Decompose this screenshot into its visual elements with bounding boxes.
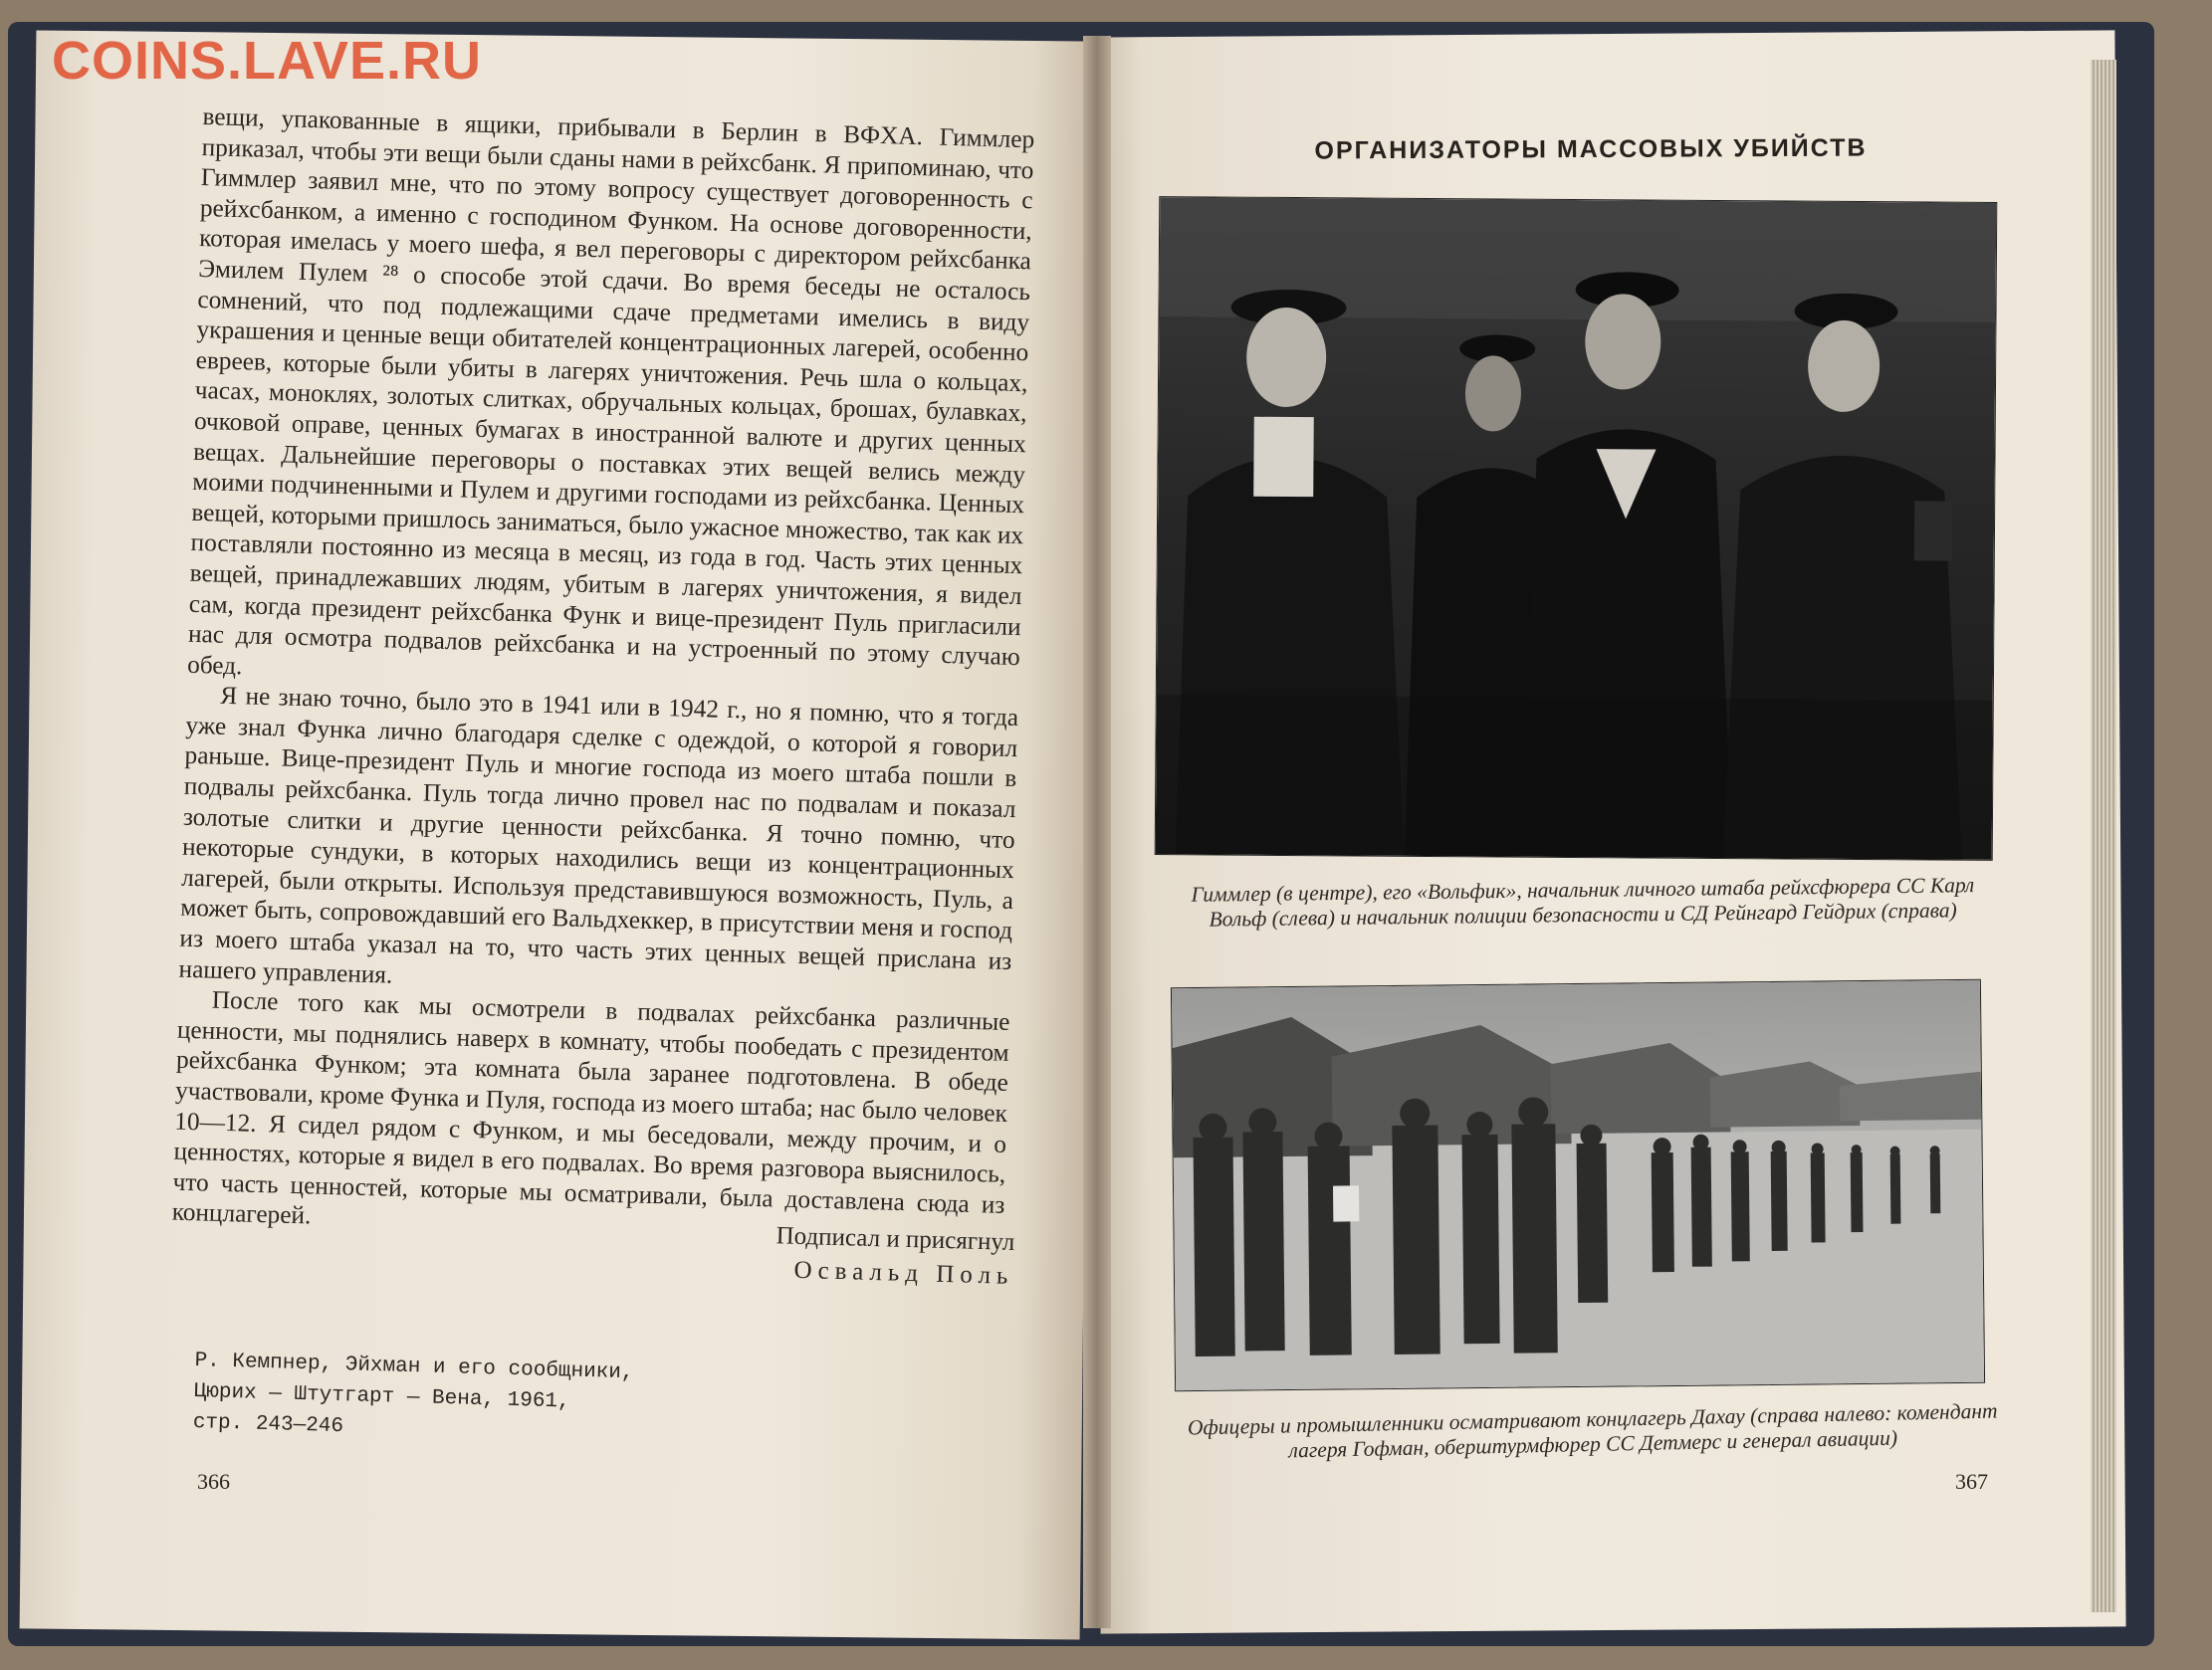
page-number-right: 367 (1955, 1469, 1988, 1494)
source-line: стр. 243—246 (192, 1410, 344, 1439)
signature-name: Освальд Поль (793, 1256, 1014, 1290)
left-page-text (171, 102, 1034, 1251)
watermark: COINS.LAVE.RU (52, 31, 483, 91)
paragraph: После того как мы осмотрели в подвалах рейхсбанка различные ценности, мы поднялись наверх в комнату, чтобы пообедать с президентом рейхсбанка Функом; эта комната была заранее подготовлена. В обеде участвовали, кроме Функа и Пуля, господа из моего штаба; нас было человек 10—12. Я сидел рядом с Функом, и мы беседовали, между прочим, и о ценностях, которые я видел в его подвалах. Во время разговора выяснилось, что часть ценностей, которые мы осматривали, была доставлена сюда из концлагерей. (171, 985, 1010, 1230)
paragraph: вещи, упакованные в ящики, прибывали в Берлин в ВФХА. Гиммлер приказал, чтобы эти вещи были сданы нами в рейхсбанк. Я припоминаю, что Гиммлер заявил мне, что по этому вопросу существует договоренность с рейхсбанком, а именно с господином Функом. На основе договоренности, которая имелась у моего шефа, я вел переговоры с директором рейхсбанка Эмилем Пулем ²⁸ о способе этой сдачи. Во время беседы не осталось сомнений, что под подлежащими сдаче предметами имелись в виду украшения и ценные вещи обитателей концентрационных лагерей, особенно евреев, которые были убиты в лагерях уничтожения. Речь шла о кольцах, часах, моноклях, золотых слитках, обручальных кольцах, брошах, булавках, очковой оправе, ценных бумагах в иностранной валюте и других ценных вещах. Дальнейшие переговоры о поставках этих вещей велись между моими подчиненными и Пулем и другими господами из рейхсбанка. Ценных вещей, которыми пришлось заниматься, было ужасное множество, так как их поставляли постоянно из месяца в месяц, из года в год. Часть этих ценных вещей, принадлежавших людям, убитым в лагерях уничтожения, я видел сам, когда президент рейхсбанка Функ и вице-президент Пуль пригласили нас для осмотра подвалов рейхсбанка и на устроенный по этому случаю обед. (186, 102, 1035, 681)
source-line: Цюрих — Штутгарт — Вена, 1961, (193, 1379, 570, 1414)
signature-line: Подписал и присягнул (775, 1222, 1015, 1256)
paragraph: Я не знаю точно, было это в 1941 или в 1942 г., но я помню, что я тогда уже знал Функа лично благодаря сделке с одеждой, о которой я говорил раньше. Вице-президент Пуль и многие господа из моего штаба пошли в подвалы рейхсбанка. Пуль тогда лично провел нас по подвалам и показал золотые слитки и другие ценности рейхсбанка. Я точно помню, что некоторые сундуки, в которых находились вещи из концентрационных лагерей, были открыты. Используя представившуюся возможность, Пуль, а может быть, сопровождавший его Вальдхеккер, в присутствии меня и господ из моего штаба указал на то, что часть этих ценных вещей прислана из нашего управления. (178, 682, 1019, 989)
signature-block (516, 1212, 1015, 1294)
page-edges (2091, 60, 2116, 1612)
photo-camp-inspection (1171, 979, 1985, 1392)
photo-caption-bottom: Офицеры и промышленники осматривают концлагерь Дахау (справа налево: комендант лагеря Гофман, оберштурмфюрер СС Детмерс и генерал авиации) (1187, 1398, 1998, 1463)
source-line: Р. Кемпнер, Эйхман и его сообщники, (194, 1349, 634, 1385)
photo-officers-portrait (1155, 196, 1998, 861)
photo-caption-top: Гиммлер (в центре), его «Вольфик», начальник личного штаба рейхсфюрера СС Карл Вольф (слева) и начальник полиции безопасности и СД Рейнгард Гейдрих (справа) (1191, 873, 1975, 932)
page-number-left: 366 (197, 1469, 230, 1494)
book-gutter (1083, 36, 1111, 1628)
source-reference (192, 1346, 891, 1458)
chapter-title: ОРГАНИЗАТОРЫ МАССОВЫХ УБИЙСТВ (1314, 133, 1868, 165)
